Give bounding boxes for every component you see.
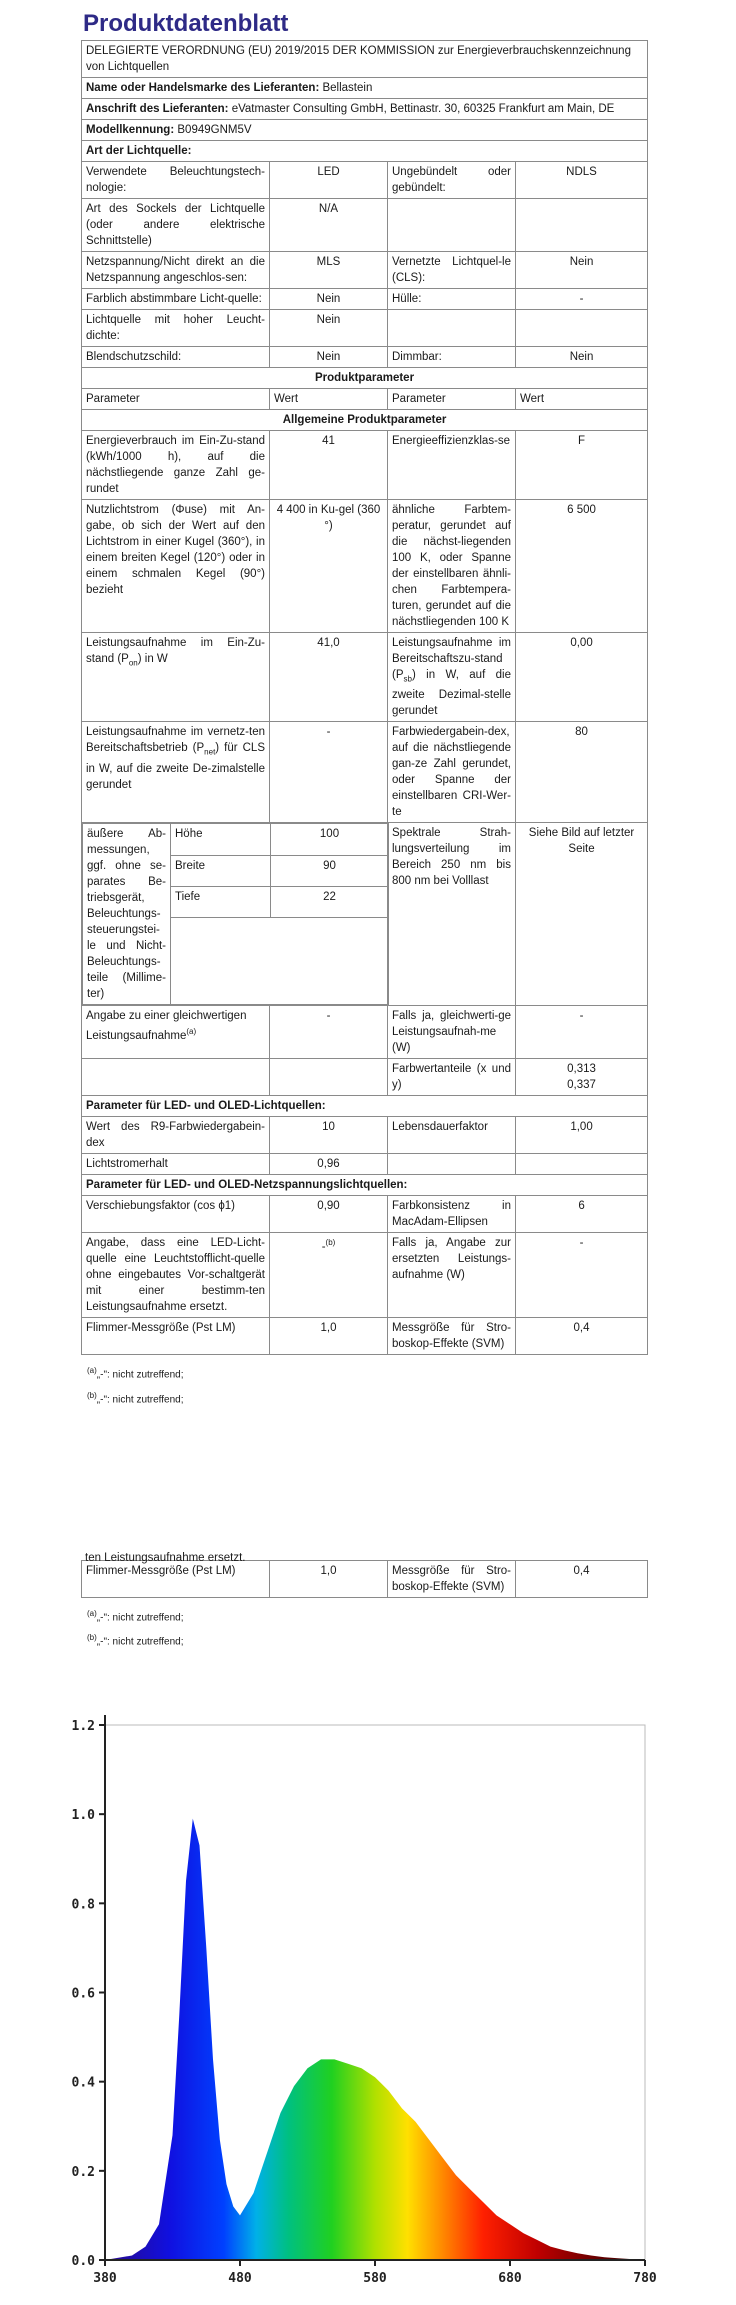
supplier-address-label: Anschrift des Lieferanten: — [86, 103, 229, 115]
param-value: 6 — [516, 1196, 648, 1233]
param-label: Messgröße für Stro-boskop-Effekte (SVM) — [388, 1561, 516, 1598]
param-value — [516, 199, 648, 252]
footnotes — [87, 1604, 647, 1653]
param-value: 41,0 — [270, 633, 388, 722]
footnote: $^{(a)}$„-": nicht zutreffend; — [87, 1609, 184, 1624]
dimension-value: 100 — [271, 824, 389, 855]
param-value: 0,4 — [516, 1561, 648, 1598]
param-label: Farblich abstimmbare Licht-quelle: — [82, 289, 270, 310]
param-value: Nein — [270, 310, 388, 347]
param-value: - — [270, 722, 388, 823]
y-tick-label: 0.6 — [71, 1986, 95, 2002]
param-label: Verwendete Beleuchtungstech-nologie: — [82, 162, 270, 199]
param-value: N/A — [270, 199, 388, 252]
table-row — [82, 1006, 648, 1059]
table-row — [82, 1059, 648, 1096]
table-row — [82, 1154, 648, 1175]
duplicated-fragment — [81, 1550, 647, 1653]
x-tick-label: 680 — [498, 2271, 522, 2286]
param-label: Leistungsaufnahme im Ein-Zu-stand $(P_{on})$ in W — [82, 633, 270, 722]
param-label: Vernetzte Lichtquel-le (CLS): — [388, 252, 516, 289]
table-row — [82, 823, 648, 1006]
model-value: B0949GNM5V — [177, 124, 252, 136]
param-label — [388, 310, 516, 347]
supplier-name-label: Name oder Handelsmarke des Lieferanten: — [86, 82, 320, 94]
param-value: Siehe Bild auf letzter Seite — [516, 823, 648, 1006]
y-tick-label: 1.0 — [71, 1808, 95, 1824]
param-value — [516, 310, 648, 347]
dimension-key: Tiefe — [171, 886, 271, 917]
supplier-name-row — [82, 78, 648, 99]
y-tick-label: 0.4 — [71, 2075, 95, 2091]
model-row — [82, 120, 648, 141]
param-value: Nein — [270, 289, 388, 310]
page-title: Produktdatenblatt — [83, 10, 289, 37]
param-label: ähnliche Farbtem-peratur, gerundet auf die nächst-liegenden 100 K, oder Spanne der einstellbaren ähnli-chen Farbtempera-turen, gerundet auf die nächstliegenden 100 K — [388, 500, 516, 633]
product-params-heading: Produktparameter — [82, 368, 648, 389]
param-value: Nein — [270, 347, 388, 368]
param-value: - — [516, 1233, 648, 1318]
param-value: 0,90 — [270, 1196, 388, 1233]
param-label: Farbwertanteile (x und y) — [388, 1059, 516, 1096]
param-label: Dimmbar: — [388, 347, 516, 368]
footnote: $^{(b)}$„-": nicht zutreffend; — [87, 1390, 184, 1405]
param-value: 1,00 — [516, 1117, 648, 1154]
param-label: Farbwiedergabein-dex, auf die nächstliegende gan-ze Zahl gerundet, oder Spanne der einstellbaren CRI-Wer-te — [388, 722, 516, 823]
param-value: 1,0 — [270, 1318, 388, 1355]
led-params-heading: Parameter für LED- und OLED-Lichtquellen: — [82, 1096, 648, 1117]
general-params-heading: Allgemeine Produktparameter — [82, 410, 648, 431]
dimension-key: Höhe — [171, 824, 271, 855]
param-label: Energieverbrauch im Ein-Zu-stand (kWh/1000 h), auf die nächstliegende ganze Zahl ge-rundet — [82, 431, 270, 500]
param-label: Leistungsaufnahme im Bereitschaftszu-stand $(P_{sb})$ in W, auf die zweite Dezimal-stelle gerundet — [388, 633, 516, 722]
param-value: F — [516, 431, 648, 500]
footnotes — [87, 1361, 647, 1410]
table-row — [82, 347, 648, 368]
table-row — [82, 252, 648, 289]
y-tick-label: 0.8 — [71, 1897, 95, 1913]
y-tick-label: 0.0 — [71, 2254, 95, 2269]
param-label: Flimmer-Messgröße (Pst LM) — [82, 1561, 270, 1598]
param-value: Nein — [516, 252, 648, 289]
x-tick-label: 780 — [633, 2271, 657, 2286]
model-label: Modellkennung: — [86, 124, 175, 136]
param-label: Netzspannung/Nicht direkt an die Netzspannung angeschlos-sen: — [82, 252, 270, 289]
x-tick-label: 380 — [93, 2271, 117, 2286]
param-label: Leistungsaufnahme im vernetz-ten Bereitschaftsbetrieb $(P_{net})$ für CLS in W, auf die zweite De-zimalstelle gerundet — [82, 722, 270, 823]
cut-text: ten Leistungsaufnahme ersetzt. — [85, 1552, 246, 1564]
dimensions-cell — [82, 823, 388, 1006]
param-value: 0,96 — [270, 1154, 388, 1175]
table-row — [82, 289, 648, 310]
supplier-name-value: Bellastein — [322, 82, 373, 94]
light-source-type-heading: Art der Lichtquelle: — [82, 141, 648, 162]
header-wert-2: Wert — [516, 389, 648, 410]
param-label: Ungebündelt oder gebündelt: — [388, 162, 516, 199]
param-value: 0,00 — [516, 633, 648, 722]
param-label: Angabe, dass eine LED-Licht-quelle eine Leuchtstofflicht-quelle ohne eingebautes Vor-schaltgerät mit einer bestimm-ten Leistungsaufnahme ersetzt. — [82, 1233, 270, 1318]
y-tick-label: 1.2 — [71, 1719, 95, 1734]
param-value: -$^{(b)}$ — [270, 1233, 388, 1318]
regulation-text: DELEGIERTE VERORDNUNG (EU) 2019/2015 DER KOMMISSION zur Energieverbrauchskennzeichnung von Lichtquellen — [82, 41, 648, 78]
param-value: 41 — [270, 431, 388, 500]
dimension-key: Breite — [171, 855, 271, 886]
param-value: 1,0 — [270, 1561, 388, 1598]
param-value: LED — [270, 162, 388, 199]
table-row — [82, 310, 648, 347]
dimension-value: 90 — [271, 855, 389, 886]
spectrum-chart — [50, 1700, 657, 2300]
table-row — [82, 1561, 648, 1598]
param-value: Nein — [516, 347, 648, 368]
param-label: Verschiebungsfaktor (cos ϕ1) — [82, 1196, 270, 1233]
param-label — [388, 199, 516, 252]
param-label: Farbkonsistenz in MacAdam-Ellipsen — [388, 1196, 516, 1233]
param-value: MLS — [270, 252, 388, 289]
datasheet-table — [81, 40, 648, 1355]
param-label: Nutzlichtstrom (Φuse) mit An-gabe, ob sich der Wert auf den Lichtstrom in einer Kugel (360°), in einem breiten Kegel (120°) oder in einem schmalen Kegel (90°) bezieht — [82, 500, 270, 633]
dimension-value: 22 — [271, 886, 389, 917]
y-tick-label: 0.2 — [71, 2164, 95, 2180]
param-label: Lichtquelle mit hoher Leucht-dichte: — [82, 310, 270, 347]
table-row — [82, 1196, 648, 1233]
table-row — [82, 162, 648, 199]
table-row — [82, 722, 648, 823]
footnote: $^{(a)}$„-": nicht zutreffend; — [87, 1366, 184, 1381]
table-row — [82, 199, 648, 252]
param-value: - — [516, 289, 648, 310]
dimensions-label: äußere Ab-messungen, ggf. ohne se-parates Be-triebsgerät, Beleuchtungs-steuerungstei-le und Nicht-Beleuchtungs-teile (Millime-ter) — [83, 824, 171, 1005]
param-label: Falls ja, Angabe zur ersetzten Leistungs-aufnahme (W) — [388, 1233, 516, 1318]
table-row — [82, 431, 648, 500]
header-param-1: Parameter — [82, 389, 270, 410]
param-value: 10 — [270, 1117, 388, 1154]
param-label: Art des Sockels der Lichtquelle (oder andere elektrische Schnittstelle) — [82, 199, 270, 252]
x-tick-label: 580 — [363, 2271, 387, 2286]
param-value: 6 500 — [516, 500, 648, 633]
table-row — [82, 633, 648, 722]
table-row — [82, 1233, 648, 1318]
param-value: NDLS — [516, 162, 648, 199]
header-param-2: Parameter — [388, 389, 516, 410]
param-label: Wert des R9-Farbwiedergabein-dex — [82, 1117, 270, 1154]
param-value: 0,313 0,337 — [516, 1059, 648, 1096]
param-value: 0,4 — [516, 1318, 648, 1355]
param-value: 80 — [516, 722, 648, 823]
param-value: - — [270, 1006, 388, 1059]
spectrum-chart-svg — [50, 1700, 657, 2300]
param-label: Blendschutzschild: — [82, 347, 270, 368]
param-label: Spektrale Strah-lungsverteilung im Bereich 250 nm bis 800 nm bei Volllast — [388, 823, 516, 1006]
x-tick-label: 480 — [228, 2271, 252, 2286]
led-mains-heading: Parameter für LED- und OLED-Netzspannungslichtquellen: — [82, 1175, 648, 1196]
param-label: Angabe zu einer gleichwertigen Leistungsaufnahme$^{(a)}$ — [82, 1006, 270, 1059]
param-value: 4 400 in Ku-gel (360 °) — [270, 500, 388, 633]
table-row — [82, 1117, 648, 1154]
param-label: Hülle: — [388, 289, 516, 310]
footnote: $^{(b)}$„-": nicht zutreffend; — [87, 1633, 184, 1648]
supplier-address-value: eVatmaster Consulting GmbH, Bettinastr. 30, 60325 Frankfurt am Main, DE — [231, 103, 615, 115]
param-label: Falls ja, gleichwerti-ge Leistungsaufnah-me (W) — [388, 1006, 516, 1059]
param-label: Lichtstromerhalt — [82, 1154, 270, 1175]
param-value: - — [516, 1006, 648, 1059]
param-label: Lebensdauerfaktor — [388, 1117, 516, 1154]
datasheet — [81, 10, 647, 1410]
param-label: Messgröße für Stro-boskop-Effekte (SVM) — [388, 1318, 516, 1355]
header-wert-1: Wert — [270, 389, 388, 410]
param-label: Flimmer-Messgröße (Pst LM) — [82, 1318, 270, 1355]
supplier-address-row — [82, 99, 648, 120]
table-row — [82, 1318, 648, 1355]
table-row — [82, 500, 648, 633]
param-label: Energieeffizienzklas-se — [388, 431, 516, 500]
